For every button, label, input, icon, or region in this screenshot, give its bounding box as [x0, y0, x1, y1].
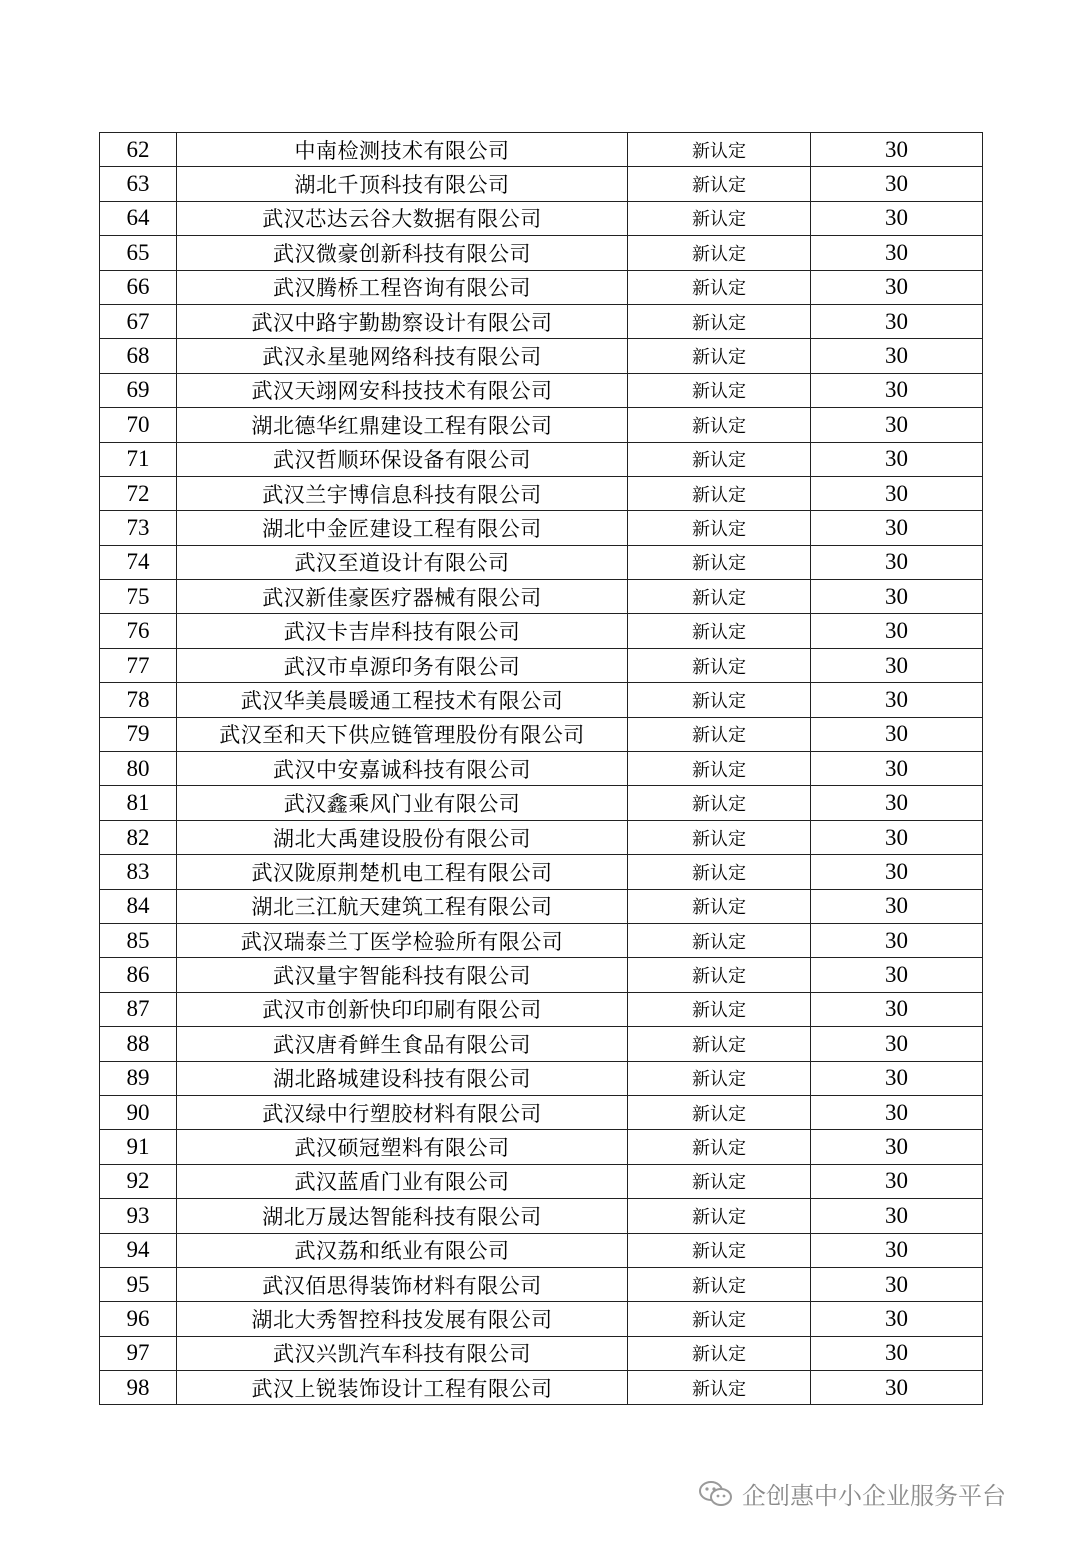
- table-row: [100, 923, 983, 957]
- company-name: 武汉陇原荆楚机电工程有限公司: [177, 855, 628, 889]
- company-name: 武汉至道设计有限公司: [177, 545, 628, 579]
- company-name: 武汉唐肴鲜生食品有限公司: [177, 1027, 628, 1061]
- table-row: [100, 752, 983, 786]
- certification-status: 新认定: [628, 1199, 811, 1233]
- amount: 30: [811, 1336, 983, 1370]
- table-row: [100, 236, 983, 270]
- table-row: [100, 304, 983, 338]
- certification-status: 新认定: [628, 820, 811, 854]
- row-number: 87: [100, 992, 177, 1026]
- row-number: 66: [100, 270, 177, 304]
- table-row: [100, 1130, 983, 1164]
- row-number: 75: [100, 580, 177, 614]
- row-number: 83: [100, 855, 177, 889]
- table-row: [100, 683, 983, 717]
- company-name: 武汉天翊网安科技技术有限公司: [177, 373, 628, 407]
- amount: 30: [811, 1267, 983, 1301]
- row-number: 93: [100, 1199, 177, 1233]
- table-row: [100, 408, 983, 442]
- company-name: 武汉腾桥工程咨询有限公司: [177, 270, 628, 304]
- certification-status: 新认定: [628, 236, 811, 270]
- company-name: 湖北德华红鼎建设工程有限公司: [177, 408, 628, 442]
- certification-status: 新认定: [628, 923, 811, 957]
- amount: 30: [811, 511, 983, 545]
- row-number: 76: [100, 614, 177, 648]
- table-row: [100, 1061, 983, 1095]
- row-number: 90: [100, 1095, 177, 1129]
- company-name: 湖北大禹建设股份有限公司: [177, 820, 628, 854]
- company-name: 武汉永星驰网络科技有限公司: [177, 339, 628, 373]
- certification-status: 新认定: [628, 648, 811, 682]
- row-number: 63: [100, 167, 177, 201]
- wechat-icon: [698, 1479, 734, 1509]
- company-name: 武汉绿中行塑胶材料有限公司: [177, 1095, 628, 1129]
- table-row: [100, 786, 983, 820]
- certification-status: 新认定: [628, 786, 811, 820]
- certification-status: 新认定: [628, 133, 811, 167]
- company-name: 武汉微豪创新科技有限公司: [177, 236, 628, 270]
- certification-status: 新认定: [628, 958, 811, 992]
- amount: 30: [811, 648, 983, 682]
- certification-status: 新认定: [628, 1371, 811, 1405]
- certification-status: 新认定: [628, 1061, 811, 1095]
- company-name: 武汉上锐装饰设计工程有限公司: [177, 1371, 628, 1405]
- company-name: 武汉哲顺环保设备有限公司: [177, 442, 628, 476]
- certification-status: 新认定: [628, 889, 811, 923]
- row-number: 86: [100, 958, 177, 992]
- company-name: 湖北三江航天建筑工程有限公司: [177, 889, 628, 923]
- company-table: [99, 132, 982, 1405]
- amount: 30: [811, 408, 983, 442]
- amount: 30: [811, 855, 983, 889]
- certification-status: 新认定: [628, 304, 811, 338]
- table-row: [100, 339, 983, 373]
- certification-status: 新认定: [628, 270, 811, 304]
- table-row: [100, 1027, 983, 1061]
- row-number: 70: [100, 408, 177, 442]
- row-number: 69: [100, 373, 177, 407]
- table-row: [100, 1233, 983, 1267]
- amount: 30: [811, 1061, 983, 1095]
- row-number: 82: [100, 820, 177, 854]
- table-row: [100, 1336, 983, 1370]
- certification-status: 新认定: [628, 1095, 811, 1129]
- row-number: 96: [100, 1302, 177, 1336]
- certification-status: 新认定: [628, 1027, 811, 1061]
- company-name: 武汉兴凯汽车科技有限公司: [177, 1336, 628, 1370]
- amount: 30: [811, 201, 983, 235]
- table-row: [100, 1302, 983, 1336]
- table-row: [100, 511, 983, 545]
- certification-status: 新认定: [628, 580, 811, 614]
- certification-status: 新认定: [628, 683, 811, 717]
- row-number: 68: [100, 339, 177, 373]
- company-name: 武汉中路宇勤勘察设计有限公司: [177, 304, 628, 338]
- amount: 30: [811, 1164, 983, 1198]
- certification-status: 新认定: [628, 201, 811, 235]
- table-row: [100, 545, 983, 579]
- amount: 30: [811, 580, 983, 614]
- certification-status: 新认定: [628, 855, 811, 889]
- company-name: 武汉硕冠塑料有限公司: [177, 1130, 628, 1164]
- table-row: [100, 442, 983, 476]
- row-number: 91: [100, 1130, 177, 1164]
- company-name: 武汉芯达云谷大数据有限公司: [177, 201, 628, 235]
- row-number: 80: [100, 752, 177, 786]
- certification-status: 新认定: [628, 476, 811, 510]
- certification-status: 新认定: [628, 1233, 811, 1267]
- certification-status: 新认定: [628, 717, 811, 751]
- company-name: 武汉市创新快印印刷有限公司: [177, 992, 628, 1026]
- company-name: 武汉中安嘉诚科技有限公司: [177, 752, 628, 786]
- table-row: [100, 1199, 983, 1233]
- table-row: [100, 373, 983, 407]
- row-number: 81: [100, 786, 177, 820]
- row-number: 71: [100, 442, 177, 476]
- row-number: 77: [100, 648, 177, 682]
- amount: 30: [811, 373, 983, 407]
- table-row: [100, 992, 983, 1026]
- company-name: 武汉新佳豪医疗器械有限公司: [177, 580, 628, 614]
- certification-status: 新认定: [628, 442, 811, 476]
- company-name: 武汉市卓源印务有限公司: [177, 648, 628, 682]
- certification-status: 新认定: [628, 511, 811, 545]
- certification-status: 新认定: [628, 408, 811, 442]
- row-number: 67: [100, 304, 177, 338]
- row-number: 62: [100, 133, 177, 167]
- watermark: [698, 1476, 1006, 1511]
- table-row: [100, 648, 983, 682]
- company-name: 湖北万晟达智能科技有限公司: [177, 1199, 628, 1233]
- row-number: 79: [100, 717, 177, 751]
- certification-status: 新认定: [628, 1302, 811, 1336]
- table-row: [100, 958, 983, 992]
- table-row: [100, 1267, 983, 1301]
- table-row: [100, 1371, 983, 1405]
- certification-status: 新认定: [628, 1164, 811, 1198]
- company-name: 武汉华美晨暖通工程技术有限公司: [177, 683, 628, 717]
- row-number: 98: [100, 1371, 177, 1405]
- amount: 30: [811, 683, 983, 717]
- row-number: 94: [100, 1233, 177, 1267]
- company-name: 武汉佰思得装饰材料有限公司: [177, 1267, 628, 1301]
- amount: 30: [811, 167, 983, 201]
- company-name: 武汉鑫乘风门业有限公司: [177, 786, 628, 820]
- amount: 30: [811, 923, 983, 957]
- row-number: 72: [100, 476, 177, 510]
- table-row: [100, 270, 983, 304]
- amount: 30: [811, 442, 983, 476]
- company-name: 湖北大秀智控科技发展有限公司: [177, 1302, 628, 1336]
- amount: 30: [811, 236, 983, 270]
- amount: 30: [811, 1233, 983, 1267]
- certification-status: 新认定: [628, 992, 811, 1026]
- row-number: 65: [100, 236, 177, 270]
- certification-status: 新认定: [628, 614, 811, 648]
- amount: 30: [811, 1027, 983, 1061]
- row-number: 97: [100, 1336, 177, 1370]
- certification-status: 新认定: [628, 1336, 811, 1370]
- table-row: [100, 855, 983, 889]
- table-row: [100, 1095, 983, 1129]
- table-row: [100, 614, 983, 648]
- table-row: [100, 201, 983, 235]
- amount: 30: [811, 786, 983, 820]
- company-name: 湖北千顶科技有限公司: [177, 167, 628, 201]
- amount: 30: [811, 1302, 983, 1336]
- row-number: 88: [100, 1027, 177, 1061]
- amount: 30: [811, 476, 983, 510]
- company-name: 武汉至和天下供应链管理股份有限公司: [177, 717, 628, 751]
- amount: 30: [811, 889, 983, 923]
- row-number: 92: [100, 1164, 177, 1198]
- company-name: 中南检测技术有限公司: [177, 133, 628, 167]
- table-row: [100, 820, 983, 854]
- amount: 30: [811, 545, 983, 579]
- amount: 30: [811, 717, 983, 751]
- amount: 30: [811, 1371, 983, 1405]
- certification-status: 新认定: [628, 339, 811, 373]
- row-number: 64: [100, 201, 177, 235]
- row-number: 84: [100, 889, 177, 923]
- row-number: 85: [100, 923, 177, 957]
- amount: 30: [811, 133, 983, 167]
- amount: 30: [811, 958, 983, 992]
- row-number: 74: [100, 545, 177, 579]
- table-row: [100, 717, 983, 751]
- table-row: [100, 889, 983, 923]
- company-name: 湖北路城建设科技有限公司: [177, 1061, 628, 1095]
- amount: 30: [811, 1095, 983, 1129]
- table-row: [100, 1164, 983, 1198]
- amount: 30: [811, 270, 983, 304]
- watermark-text: 企创惠中小企业服务平台: [742, 1482, 1006, 1510]
- company-name: 武汉卡吉岸科技有限公司: [177, 614, 628, 648]
- amount: 30: [811, 752, 983, 786]
- table-row: [100, 476, 983, 510]
- row-number: 95: [100, 1267, 177, 1301]
- amount: 30: [811, 1199, 983, 1233]
- company-name: 武汉瑞泰兰丁医学检验所有限公司: [177, 923, 628, 957]
- table-row: [100, 133, 983, 167]
- amount: 30: [811, 992, 983, 1026]
- certification-status: 新认定: [628, 167, 811, 201]
- company-name: 武汉荔和纸业有限公司: [177, 1233, 628, 1267]
- company-name: 武汉量宇智能科技有限公司: [177, 958, 628, 992]
- amount: 30: [811, 1130, 983, 1164]
- certification-status: 新认定: [628, 545, 811, 579]
- table-row: [100, 580, 983, 614]
- row-number: 73: [100, 511, 177, 545]
- company-name: 武汉蓝盾门业有限公司: [177, 1164, 628, 1198]
- company-name: 湖北中金匠建设工程有限公司: [177, 511, 628, 545]
- company-name: 武汉兰宇博信息科技有限公司: [177, 476, 628, 510]
- certification-status: 新认定: [628, 1267, 811, 1301]
- certification-status: 新认定: [628, 752, 811, 786]
- certification-status: 新认定: [628, 1130, 811, 1164]
- table-row: [100, 167, 983, 201]
- certification-status: 新认定: [628, 373, 811, 407]
- row-number: 89: [100, 1061, 177, 1095]
- amount: 30: [811, 339, 983, 373]
- amount: 30: [811, 304, 983, 338]
- row-number: 78: [100, 683, 177, 717]
- amount: 30: [811, 820, 983, 854]
- amount: 30: [811, 614, 983, 648]
